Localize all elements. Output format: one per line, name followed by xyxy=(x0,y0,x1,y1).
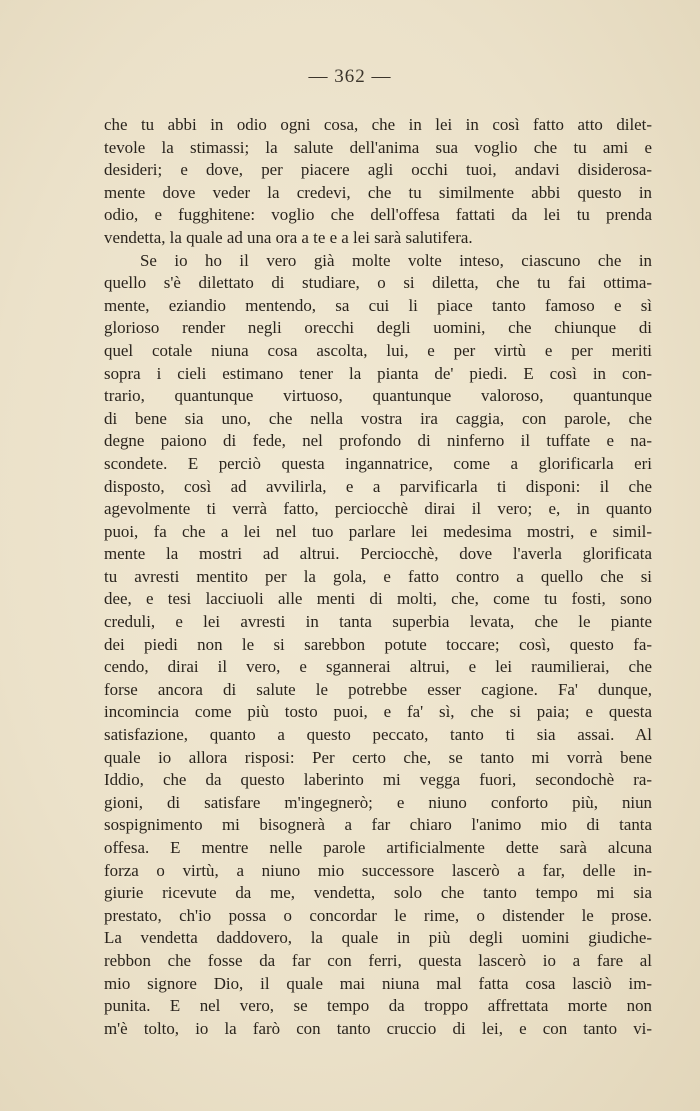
text-line: mente dove veder la credevi, che tu similmente abbi questo in xyxy=(104,182,652,202)
text-line: mio signore Dio, il quale mai niuna mal fatta cosa lasciò im- xyxy=(104,973,652,993)
text-line: mente, eziandio mentendo, sa cui li piace tanto famoso e sì xyxy=(104,295,652,315)
text-line: che tu abbi in odio ogni cosa, che in lei in così fatto atto dilet- xyxy=(104,115,652,134)
text-line: quello s'è dilettato di studiare, o si diletta, che tu fai ottima- xyxy=(104,273,652,293)
text-line: disposto, così ad avvilirla, e a parvificarla ti disponi: il che xyxy=(104,476,652,496)
text-line: cendo, dirai il vero, e sgannerai altrui, e lei raumilierai, che xyxy=(104,657,652,677)
text-line: puoi, fa che a lei nel tuo parlare lei medesima mostri, e simil- xyxy=(104,521,652,541)
text-line: forza o virtù, a niuno mio successore lascerò a far, delle in- xyxy=(104,860,652,880)
text-line: satisfazione, quanto a questo peccato, tanto ti sia assai. Al xyxy=(104,725,652,745)
text-line: mente la mostri ad altrui. Perciocchè, dove l'averla glorificata xyxy=(104,544,652,564)
page-number: — 362 — xyxy=(308,66,392,87)
text-line: quale io allora risposi: Per certo che, se tanto mi vorrà bene xyxy=(104,747,652,767)
text-line: trario, quantunque virtuoso, quantunque valoroso, quantunque xyxy=(104,386,652,406)
text-line: degne paiono di fede, nel profondo di ninferno il tuffate e na- xyxy=(104,431,652,451)
text-line: quel cotale niuna cosa ascolta, lui, e per virtù e per meriti xyxy=(104,340,652,360)
text-line: rebbon che fosse da far con ferri, questa lascerò io a fare al xyxy=(104,950,652,970)
text-line: giurie ricevute da me, vendetta, solo che tanto tempo mi sia xyxy=(104,883,652,903)
text-line: offesa. E mentre nelle parole artificialmente dette sarà alcuna xyxy=(104,838,652,857)
text-line: sopra i cieli estimano tener la pianta de' piedi. E così in con- xyxy=(104,363,652,383)
text-line: dei piedi non le si sarebbon potute toccare; così, questo fa- xyxy=(104,634,652,654)
text-line: dee, e tesi lacciuoli alle menti di molti, che, come tu fosti, sono xyxy=(104,589,652,609)
text-line: sospignimento mi bisognerà a far chiaro l'animo mio di tanta xyxy=(104,815,652,835)
text-line: forse ancora di salute le potrebbe esser cagione. Fa' dunque, xyxy=(104,679,652,699)
text-line: scondete. E perciò questa ingannatrice, come a glorificarla eri xyxy=(104,453,652,473)
text-line: prestato, ch'io possa o concordar le rime, o distender le prose. xyxy=(104,905,652,925)
text-line: incomincia come più tosto puoi, e fa' sì, che si paia; e questa xyxy=(104,702,652,722)
text-line: tevole la stimassi; la salute dell'anima sua voglio che tu ami e xyxy=(104,137,652,157)
text-line: Iddio, che da questo laberinto mi vegga fuori, secondochè ra- xyxy=(104,770,652,790)
text-line: agevolmente ti verrà fatto, perciocchè dirai il vero; e, in quanto xyxy=(104,499,652,519)
text-line: glorioso render negli orecchi degli uomini, che chiunque di xyxy=(104,318,652,338)
text-line: odio, e fugghitene: voglio che dell'offesa fattati da lei tu prenda xyxy=(104,205,652,225)
text-line: desideri; e dove, per piacere agli occhi tuoi, andavi disiderosa- xyxy=(104,160,652,180)
text-line: gioni, di satisfare m'ingegnerò; e niuno conforto più, niun xyxy=(104,792,652,812)
text-line: tu avresti mentito per la gola, e fatto contro a quello che si xyxy=(104,566,652,586)
text-line: vendetta, la quale ad una ora a te e a lei sarà salutifera. xyxy=(104,227,473,247)
text-line: Se io ho il vero già molte volte inteso, ciascuno che in xyxy=(140,250,652,270)
text-line: m'è tolto, io la farò con tanto cruccio di lei, e con tanto vi- xyxy=(104,1018,652,1038)
text-line: creduli, e lei avresti in tanta superbia levata, che le piante xyxy=(104,612,652,632)
body-text xyxy=(104,114,652,1040)
text-line: di bene sia uno, che nella vostra ira caggia, con parole, che xyxy=(104,408,652,428)
text-line: La vendetta daddovero, la quale in più degli uomini giudiche- xyxy=(104,928,652,948)
text-line: punita. E nel vero, se tempo da troppo affrettata morte non xyxy=(104,996,652,1016)
